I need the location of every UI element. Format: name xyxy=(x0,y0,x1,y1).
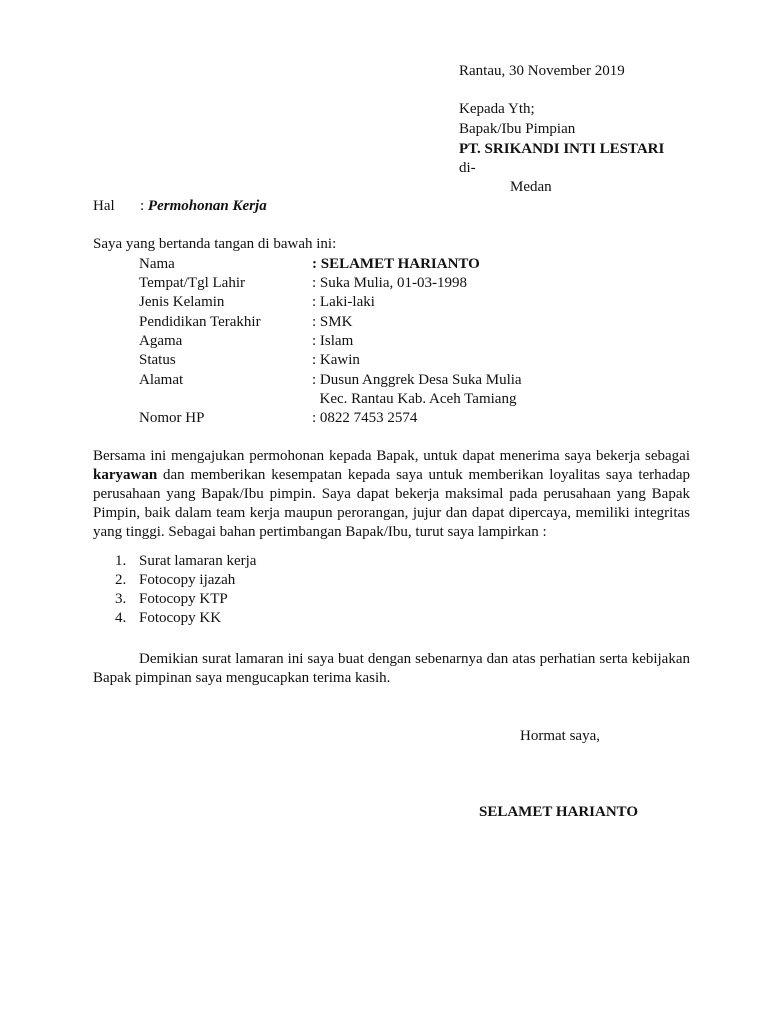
list-number: 3. xyxy=(115,591,127,607)
body-text-bold: karyawan xyxy=(93,467,158,483)
field-value: : Suka Mulia, 01-03-1998 xyxy=(312,275,467,291)
subject-colon: : xyxy=(140,198,145,214)
list-text: Fotocopy ijazah xyxy=(139,572,236,588)
field-label: Tempat/Tgl Lahir xyxy=(139,275,245,291)
recipient-company: PT. SRIKANDI INTI LESTARI xyxy=(459,141,665,157)
recipient-city: Medan xyxy=(510,179,552,195)
body-text-part1: Bersama ini mengajukan permohonan kepada Bapak, untuk dapat menerima saya bekerja sebagai xyxy=(93,448,690,464)
list-item xyxy=(115,571,235,590)
list-number: 2. xyxy=(115,572,127,588)
list-text: Surat lamaran kerja xyxy=(139,553,257,569)
field-value: Kec. Rantau Kab. Aceh Tamiang xyxy=(312,391,517,407)
field-value: : SELAMET HARIANTO xyxy=(312,256,480,272)
list-item xyxy=(115,609,221,628)
list-text: Fotocopy KTP xyxy=(139,591,228,607)
body-paragraph xyxy=(93,447,690,542)
recipient-di: di- xyxy=(459,160,476,176)
field-label: Jenis Kelamin xyxy=(139,294,225,310)
recipient-salutation: Kepada Yth; xyxy=(459,101,535,117)
field-value: : SMK xyxy=(312,314,353,330)
list-number: 4. xyxy=(115,610,127,626)
closing-paragraph: Demikian surat lamaran ini saya buat dengan sebenarnya dan atas perhatian serta kebijakan Bapak pimpinan saya mengucapkan terima kasih. xyxy=(93,651,690,686)
field-label: Status xyxy=(139,352,176,368)
field-label: Nama xyxy=(139,256,175,272)
field-label: Nomor HP xyxy=(139,410,205,426)
field-label: Alamat xyxy=(139,372,184,388)
signature-name: SELAMET HARIANTO xyxy=(479,804,639,820)
subject-label: Hal xyxy=(93,198,115,214)
field-label: Pendidikan Terakhir xyxy=(139,314,261,330)
list-item xyxy=(115,590,228,609)
intro-text: Saya yang bertanda tangan di bawah ini: xyxy=(93,236,337,252)
list-item xyxy=(115,552,256,571)
field-value: : Dusun Anggrek Desa Suka Mulia xyxy=(312,372,522,388)
signature-greeting: Hormat saya, xyxy=(520,728,600,744)
subject-value: Permohonan Kerja xyxy=(147,198,267,214)
field-label: Agama xyxy=(139,333,183,349)
field-value: : Kawin xyxy=(312,352,360,368)
recipient-title: Bapak/Ibu Pimpian xyxy=(459,121,576,137)
field-value: : Islam xyxy=(312,333,354,349)
field-value: : 0822 7453 2574 xyxy=(312,410,418,426)
list-text: Fotocopy KK xyxy=(139,610,222,626)
list-number: 1. xyxy=(115,553,127,569)
field-value: : Laki-laki xyxy=(312,294,375,310)
subject-line xyxy=(140,197,267,216)
body-text-part2: dan memberikan kesempatan kepada saya untuk memberikan loyalitas saya terhadap perusahaan yang Bapak/Ibu pimpin. Saya dapat bekerja maksimal pada perusahaan yang Bapak Pimpin, baik dalam team kerja maupun perorangan, jujur dan dapat dipercaya, memiliki integritas yang tinggi. Sebagai bahan pertimbangan Bapak/Ibu, turut saya lampirkan : xyxy=(93,467,690,540)
letter-date: Rantau, 30 November 2019 xyxy=(459,63,625,79)
